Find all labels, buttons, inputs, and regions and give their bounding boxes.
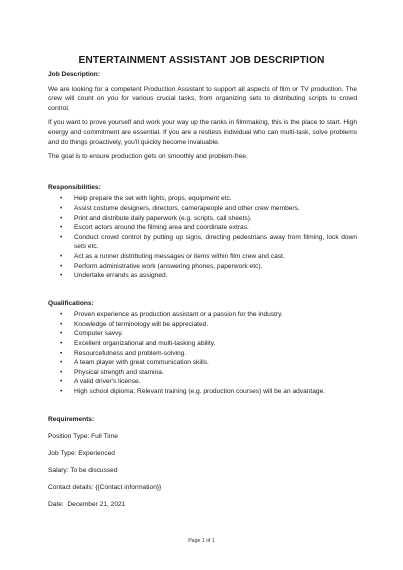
bullet-icon: •: [60, 340, 63, 348]
paragraph: We are looking for a competent Production Assistant to support all aspects of film or TV production. The crew will count on you for various crucial tasks, from organizing sets to distributing scripts to crowd control.: [48, 85, 357, 112]
paragraph: If you want to prove yourself and work your way up the ranks in filmmaking, this is the place to start. High energy and commitment are essential. If you are a restless individual who can multi-task, solve problems and do things proactively, you'll quickly become invaluable.: [48, 119, 357, 146]
list-item: [60, 194, 357, 204]
bullet-icon: •: [60, 272, 63, 280]
list-item: [60, 204, 357, 214]
list-item-text: Escort actors around the filming area and coordinate extras.: [74, 224, 249, 232]
list-item: [60, 339, 357, 349]
list-item: [60, 214, 357, 224]
list-item: [60, 233, 357, 252]
bullet-icon: •: [60, 204, 63, 212]
list-item: [60, 377, 357, 387]
list-item-text: Excellent organizational and multi-tasking ability.: [74, 340, 216, 348]
list-item: [60, 349, 357, 359]
bullet-icon: •: [60, 195, 63, 203]
bullet-icon: •: [60, 320, 63, 328]
paragraph: The goal is to ensure production gets on smoothly and problem-free.: [48, 153, 248, 161]
requirement-job-type: Job Type: Experienced: [48, 449, 115, 457]
qualifications-heading: Qualifications:: [48, 299, 94, 307]
list-item-text: Computer savvy.: [74, 330, 123, 338]
list-item-text: Physical strength and stamina.: [74, 368, 164, 376]
bullet-icon: •: [60, 349, 63, 357]
bullet-icon: •: [60, 388, 63, 396]
page-footer: Page 1 of 1: [188, 538, 215, 544]
list-item: [60, 387, 357, 397]
bullet-icon: •: [60, 252, 63, 260]
list-item: [60, 271, 357, 281]
list-item-text: A valid driver's license.: [74, 378, 141, 386]
responsibilities-heading: Responsibilities:: [48, 183, 101, 191]
list-item-text: Knowledge of terminology will be appreciated.: [74, 320, 209, 328]
list-item: [60, 310, 357, 320]
list-item: [60, 358, 357, 368]
list-item-text: Assist costume designers, directors, camerapeople and other crew members.: [74, 204, 300, 212]
list-item-text: High school diploma; Relevant training (e.g. production courses) will be an advantage.: [74, 388, 326, 396]
list-item-text: Print and distribute daily paperwork (e.g. scripts, call sheets).: [74, 214, 252, 222]
list-item-text: Conduct crowd control by putting up signs, directing pedestrians away from filming, lock down sets etc.: [74, 233, 357, 251]
bullet-icon: •: [60, 378, 63, 386]
list-item: [60, 223, 357, 233]
list-item: [60, 368, 357, 378]
list-item-text: A team player with great communication skills.: [74, 359, 209, 367]
responsibilities-list: [48, 194, 357, 280]
bullet-icon: •: [60, 262, 63, 270]
bullet-icon: •: [60, 330, 63, 338]
bullet-icon: •: [60, 368, 63, 376]
list-item-text: Perform administrative work (answering phones, paperwork etc).: [74, 262, 263, 270]
list-item-text: Act as a runner distributing messages or items within film crew and cast.: [74, 252, 285, 260]
list-item-text: Help prepare the set with lights, props, equipment etc.: [74, 195, 232, 203]
requirement-salary: Salary: To be discussed: [48, 466, 118, 474]
requirements-heading: Requirements:: [48, 415, 95, 423]
bullet-icon: •: [60, 359, 63, 367]
document-title: ENTERTAINMENT ASSISTANT JOB DESCRIPTION: [78, 55, 325, 66]
list-item-text: Resourcefulness and problem-solving.: [74, 349, 187, 357]
requirement-date: Date: December 21, 2021: [48, 501, 126, 509]
requirement-contact-details: Contact details: {{Contact information}}: [48, 484, 162, 491]
list-item: [60, 262, 357, 272]
bullet-icon: •: [60, 311, 63, 319]
list-item: [60, 252, 357, 262]
bullet-icon: •: [60, 224, 63, 232]
document-body: [48, 70, 357, 510]
requirement-position-type: Position Type: Full Time: [48, 432, 118, 440]
bullet-icon: •: [60, 233, 63, 241]
list-item: [60, 320, 357, 330]
list-item: [60, 329, 357, 339]
list-item-text: Undertake errands as assigned.: [74, 272, 168, 280]
bullet-icon: •: [60, 214, 63, 222]
list-item-text: Proven experience as production assistant or a passion for the industry.: [74, 311, 283, 319]
job-description-heading: Job Description:: [48, 71, 101, 78]
qualifications-list: [48, 310, 357, 396]
